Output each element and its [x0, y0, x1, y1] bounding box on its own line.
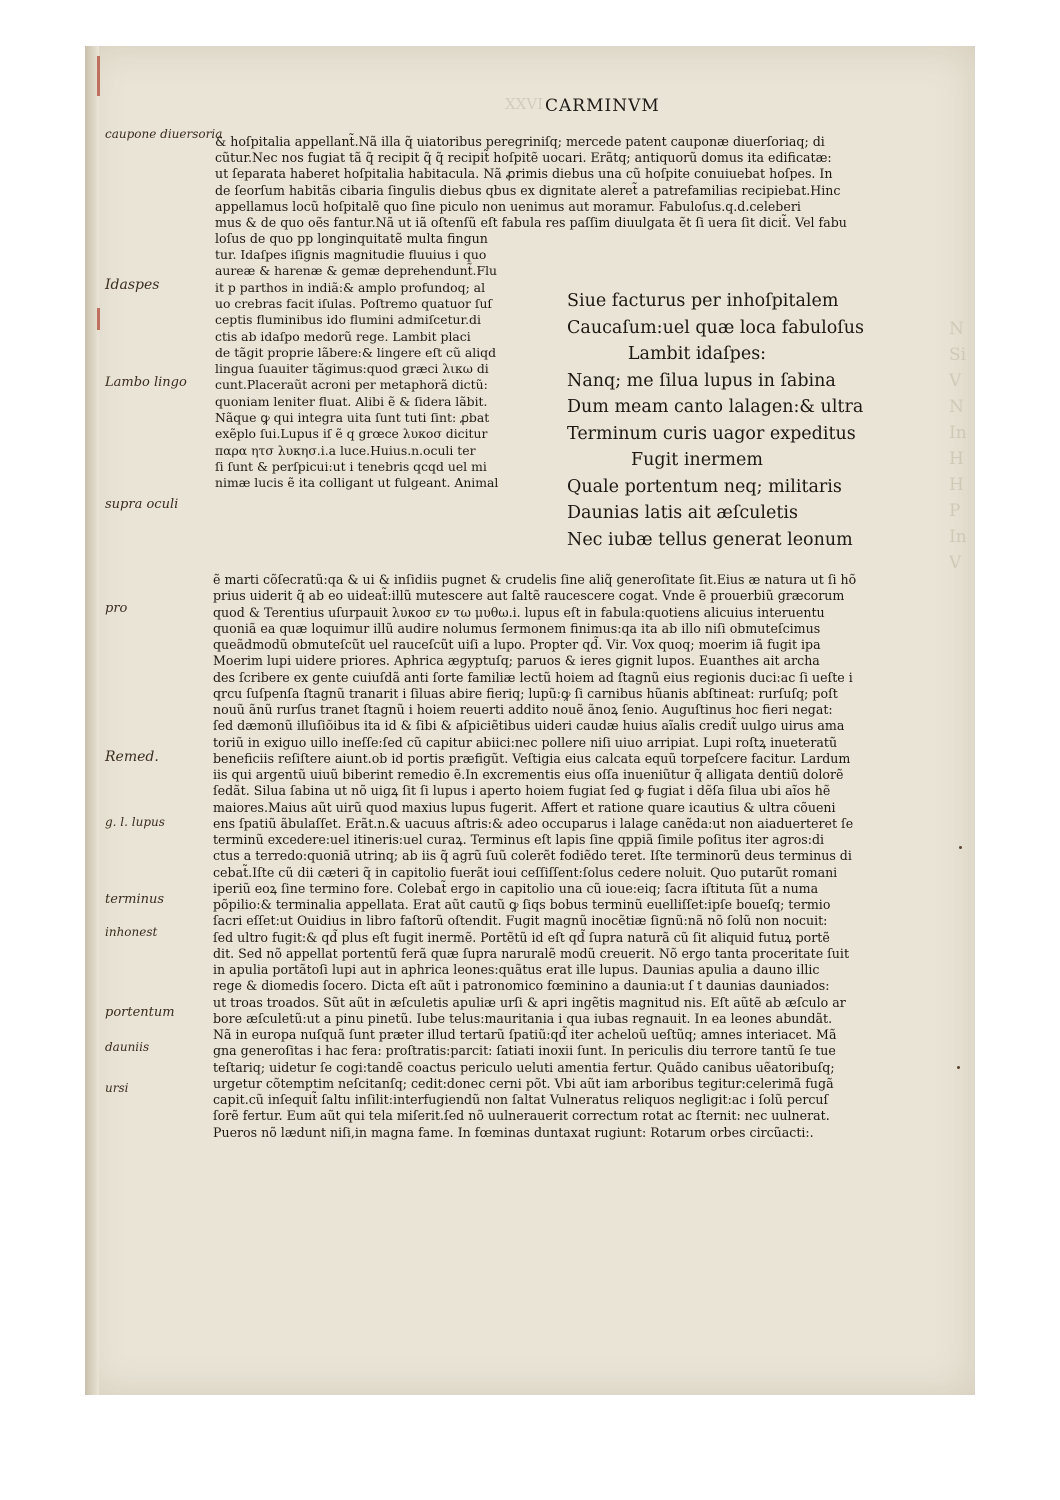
text-line: urgetur cõtemptim neſcitanſq; cedit:donec cerni põt. Vbi aũt iam arboribus tegitur:celerimã fugã — [213, 1075, 834, 1091]
text-line: παρα ητσ λυκησ.i.a luce.Huius.n.oculi ter — [215, 442, 476, 458]
text-line: iis qui argentũ uiuũ biberint remedio ẽ.In excrementis eius oſſa inueniũtur q̃ alligata dentiũ dolorẽ — [213, 767, 844, 782]
text-line: queãdmodũ obmuteſcũt uel rauceſcũt uiſi a lupo. Propter qd̃. Vir. Vox quoq; moerim iã fugit ipa — [213, 637, 821, 652]
margin-note: ursi — [105, 1081, 129, 1095]
text-line: teſtariq; uidetur ſe cogi:tandẽ coactus periculo ueluti amentia fertur. Quãdo canibus uẽatoribuſq; — [213, 1059, 835, 1075]
text-line: cũtur.Nec nos fugiat tã q̃ recipit q̃ q̃ recipit̃ hoſpitẽ uocari. Erãtq; antiquorũ domus ita edificatæ: — [215, 150, 832, 166]
margin-note: pro — [105, 601, 128, 616]
margin-note: supra oculi — [105, 497, 179, 512]
text-line: prius uiderit q̃ ab eo uideat̃:illũ mutescere aut ſaltẽ raucescere cogat. Vnde ẽ prouerbiũ græcorum — [213, 588, 845, 604]
text-line: mus & de quo oẽs fantur.Nã ut iã oſtenſũ eſt fabula res paſſim diuulgata ẽt ſi uera ſit dicit̃. Vel fabu — [215, 215, 847, 230]
text-line: gna generoſitas i hac fera: proſtratis:parcit: ſatiati inoxii ſunt. In periculis diu terrore tantũ ſe tue — [213, 1043, 836, 1059]
text-line: cunt.Placeraũt acroni per metaphorã dictũ: — [215, 377, 488, 393]
bleed-through-header: XXVI — [505, 95, 544, 113]
bleed-through-letter: N — [949, 397, 964, 417]
text-line: it p parthos in indiã:& amplo profundoq; al — [215, 279, 486, 295]
ink-speck — [957, 1066, 960, 1069]
text-line: dit. Sed nõ appellat portentũ ferã quæ ſupra naruralẽ modũ creuerit. Nõ ergo tanta proceritate ſuit — [213, 945, 850, 961]
margin-note: dauniis — [105, 1040, 150, 1054]
text-line: capit.cũ inſequit̃ ſaltu inſilit:interfugiendũ non ſaltat Vulneratus reliquos negligit:ac i ſolũ percuſ — [213, 1092, 829, 1107]
running-header: CARMINVM — [545, 96, 660, 116]
text-line: toriũ in exiguo uillo ineſſe:ſed cũ capitur abiici:nec pollere niſi uiuo arripiat. Lupi roſtꝝ inueteratũ — [213, 734, 838, 750]
poem-line: Dum meam canto lalagen:& ultra — [567, 397, 864, 417]
text-line: maiores.Maius aũt uirũ quod maxius lupus fugerit. Affert et ratione quare icautius & ultra cõueni — [213, 799, 836, 815]
text-line: ctis ab idaſpo medorũ rege. Lambit placi — [215, 328, 471, 344]
text-line: de ſeorſum habitãs cibaria ſingulis diebus qbus ex dignitate aleret̃ a patrefamilias recipiebat.Hinc — [215, 182, 841, 198]
bleed-through-letter: V — [949, 371, 962, 391]
text-line: ẽ marti cõſecratũ:qa & ui & inſidiis pugnet & crudelis ſine aliq̃ generoſitate ſit.Eius æ natura ut ſi hõ — [213, 572, 857, 587]
text-line: bore æſculetũ:ut a pinu pinetũ. Iube telus:mauritania i qua iubas regnauit. In ea leones abundãt. — [213, 1010, 833, 1026]
bleed-through-letter: P — [949, 501, 961, 521]
text-line: ceptis fluminibus ido flumini admiſcetur.di — [215, 312, 481, 328]
text-line: aureæ & harenæ & gemæ deprehendunt̃.Flu — [215, 263, 498, 279]
poem-line: Lambit idaſpes: — [627, 344, 767, 364]
text-line: rege & diomedis ſocero. Dicta eſt aũt i patronomico fœminino a daunia:ut ſ t daunias dauniados: — [213, 978, 830, 994]
text-line: Nãque ꝙ qui integra uita ſunt tuti ſint: ꝓbat — [215, 410, 490, 425]
text-line: uo crebras facit iſulas. Poſtremo quatuor ſuſ — [215, 295, 493, 311]
horace-ode-text — [567, 288, 867, 553]
text-line: terminũ excedere:uel itineris:uel curaꝝ. Terminus eſt lapis ſine qppiã ſimile poſitus iter agros:di — [213, 832, 825, 847]
text-line: ut troas troados. Sũt aũt in æſculetis apuliæ urſi & apri ingẽtis magnitud nis. Eſt aũtẽ ab æſculo ar — [213, 994, 846, 1010]
poem-line: Siue facturus per inhoſpitalem — [567, 291, 839, 311]
poem-line: Caucaſum:uel quæ loca fabuloſus — [567, 317, 865, 338]
poem-line: Fugit inermem — [631, 450, 763, 470]
text-line: Pueros nõ lædunt niſi,in magna fame. In fœminas duntaxat rugiunt: Rotarum orbes circũacti:. — [213, 1124, 814, 1140]
margin-note: Lambo lingo — [105, 375, 187, 390]
margin-note: terminus — [105, 892, 165, 907]
red-margin-mark — [97, 56, 100, 96]
text-line: beneficiis reſiſtere aiunt.ob id portis præfigũt. Veſtigia eius calcata equũ torpeſcere facitur. Lardum — [213, 750, 851, 766]
text-line: põpilio:& terminalia appellata. Erat aũt cautũ ꝙ ſiqs bobus terminũ euelliſſet:ipſe boueſq; termio — [213, 897, 831, 912]
page-scan — [85, 46, 975, 1395]
text-line: ut ſeparata haberet hoſpitalia habitacula. Nã ꝓrimis diebus una cũ hoſpite conuiuebat hoſpes. In — [215, 166, 833, 182]
poem-line: Nec iubæ tellus generat leonum — [567, 529, 853, 550]
bleed-through-letter: V — [949, 553, 962, 573]
text-line: Nã in europa nuſquã ſunt præter illud tertarũ ſpatiũ:qd̃ iter acheloũ ueſtũq; amnes interiacet. Mã — [213, 1027, 837, 1042]
text-line: ſi ſunt & perſpicui:ut i tenebris qcqd uel mi — [215, 458, 487, 474]
poem-line: Daunias latis ait æſculetis — [567, 503, 798, 523]
margin-note: inhonest — [105, 925, 158, 939]
text-line: ſed ultro fugit:& qd̃ plus eſt fugit inermẽ. Portẽtũ id eſt qd̃ ſupra naturã cũ ſit aliquid futuꝝ portẽ — [213, 929, 830, 945]
text-line: nimæ lucis ẽ ita colligant ut fulgeant. Animal — [215, 475, 499, 491]
bleed-through-letter: H — [949, 449, 964, 469]
margin-annotations — [105, 46, 223, 1395]
text-line: iperiũ eoꝝ ſine termino fore. Colebat̃ ergo in capitolio una cũ ioue:eiq; ſacra iſtituta ſũt a numa — [213, 880, 819, 896]
text-line: quoniam leniter fluat. Alibi ẽ & ſidera lãbit. — [215, 393, 488, 409]
red-margin-mark — [97, 308, 100, 330]
ink-speck — [959, 846, 962, 849]
text-line: ens ſpatiũ ãbulaſſet. Erãt.n.& uacuus aſtris:& adeo occuparus i lalage canẽda:ut non aiaduerteret ſe — [213, 815, 854, 831]
text-line: ſed dæmonũ illuſiõibus ita id & ſibi & aſpiciẽtibus uideri caudæ huius aĩalis credit̃ uulgo uirus ama — [213, 718, 845, 734]
text-line: qrcu ſuſpenſa ſtagnũ tranarit i ſiluas abire fieriq; lupũ:ꝙ ſi carnibus hũanis abſtineat: rurſuſq; poſt — [213, 685, 838, 701]
margin-note: g. l. lupus — [105, 815, 165, 829]
text-line: loſus de quo pp longinquitatẽ multa fingun — [215, 231, 488, 247]
bleed-through-letter: N — [949, 319, 964, 339]
text-line: ſacri eſſet:ut Ouidius in libro faſtorũ oſtendit. Fugit magnũ inocẽtiæ ſignũ:nã nõ ſolũ non nocuit: — [213, 913, 828, 929]
text-line: appellamus locũ hoſpitalẽ quo ſine piculo non uenimus aut moramur. Fabuloſus.q.d.celeberi — [215, 198, 801, 214]
text-line: exẽplo ſui.Lupus iſ ẽ q grœce λυκοσ dicitur — [215, 426, 488, 442]
bleed-through-letter: H — [949, 475, 964, 495]
margin-note: caupone diuersoria — [105, 127, 223, 141]
poem-line: Terminum curis uagor expeditus — [567, 423, 856, 444]
text-line: de tãgit proprie lãbere:& lingere eſt cũ aliqd — [215, 344, 497, 360]
text-line: cebat̃.Iſte cũ dii cæteri q̃ in capitolio fuerãt ioui ceſſiſſent:ſolus cedere noluit. Quo putarũt romani — [213, 864, 838, 880]
poem-line: Quale portentum neq; militaris — [567, 476, 842, 497]
text-line: ctus a terredo:quoniã utrinq; ab iis q̃ agrũ ſuũ colerẽt fodiẽdo teret. Iſte terminorũ deus terminus di — [213, 848, 852, 864]
binding-edge — [85, 46, 99, 1395]
text-line: nouũ ãnũ rurſus tranet ſtagnũ i hoiem reuerti addito nouẽ ãnoꝝ ſenio. Auguſtinus hoc fieri negat: — [213, 702, 833, 717]
margin-note: Remed. — [105, 749, 159, 765]
text-line: ſedãt. Silua ſabina ut nõ uigꝝ ſit ſi lupus i aperto hoiem fugiat ſed ꝙ fugiat i dẽſa ſilua ubi aĩos hẽ — [213, 783, 831, 799]
text-line: in apulia portãtoſi lupi aut in aphrica leones:quãtus erat ille lupus. Daunias apulia a dauno illic — [213, 962, 820, 977]
text-line: Moerim lupi uidere priores. Aphrica ægyptuſq; paruos & ieres gignit lupos. Euanthes ait archa — [213, 653, 820, 669]
text-line: lingua ſuauiter tãgimus:quod græci λικω di — [215, 361, 489, 377]
text-line: quoniã ea quæ loquimur illũ audire nolumus ſermonem finimus:qa ita ab illo niſi obmuteſcimus — [213, 620, 821, 636]
text-line: quod & Terentius uſurpauit λυκοσ εν τω μυθω.i. lupus eſt in fabula:quotiens alicuius interuentu — [213, 604, 825, 620]
poem-line: Nanq; me ſilua lupus in ſabina — [567, 370, 836, 391]
bleed-through-letter: In — [949, 527, 967, 547]
text-line: & hoſpitalia appellant̃.Nã illa q̃ uiatoribus peregriniſq; mercede patent cauponæ diuerſoriaq; di — [215, 134, 825, 149]
bleed-through-text — [949, 316, 975, 676]
bleed-through-letter: Si — [949, 345, 967, 365]
bleed-through-letter: In — [949, 423, 967, 443]
text-line: des ſcribere ex gente cuiuſdã anti ſorte familiæ lectũ hoiem ad ſtagnũ eius regionis duci:ac ſi ueſte i — [213, 669, 853, 685]
text-line: tur. Idaſpes iſignis magnitudie fluuius i quo — [215, 247, 487, 262]
margin-note: portentum — [105, 1005, 175, 1020]
margin-note: Idaspes — [105, 277, 160, 293]
text-line: ſorẽ fertur. Eum aũt qui tela miſerit.ſed nõ uulnerauerit correctum rotat ac ſternit: nec uulnerat. — [213, 1108, 830, 1124]
